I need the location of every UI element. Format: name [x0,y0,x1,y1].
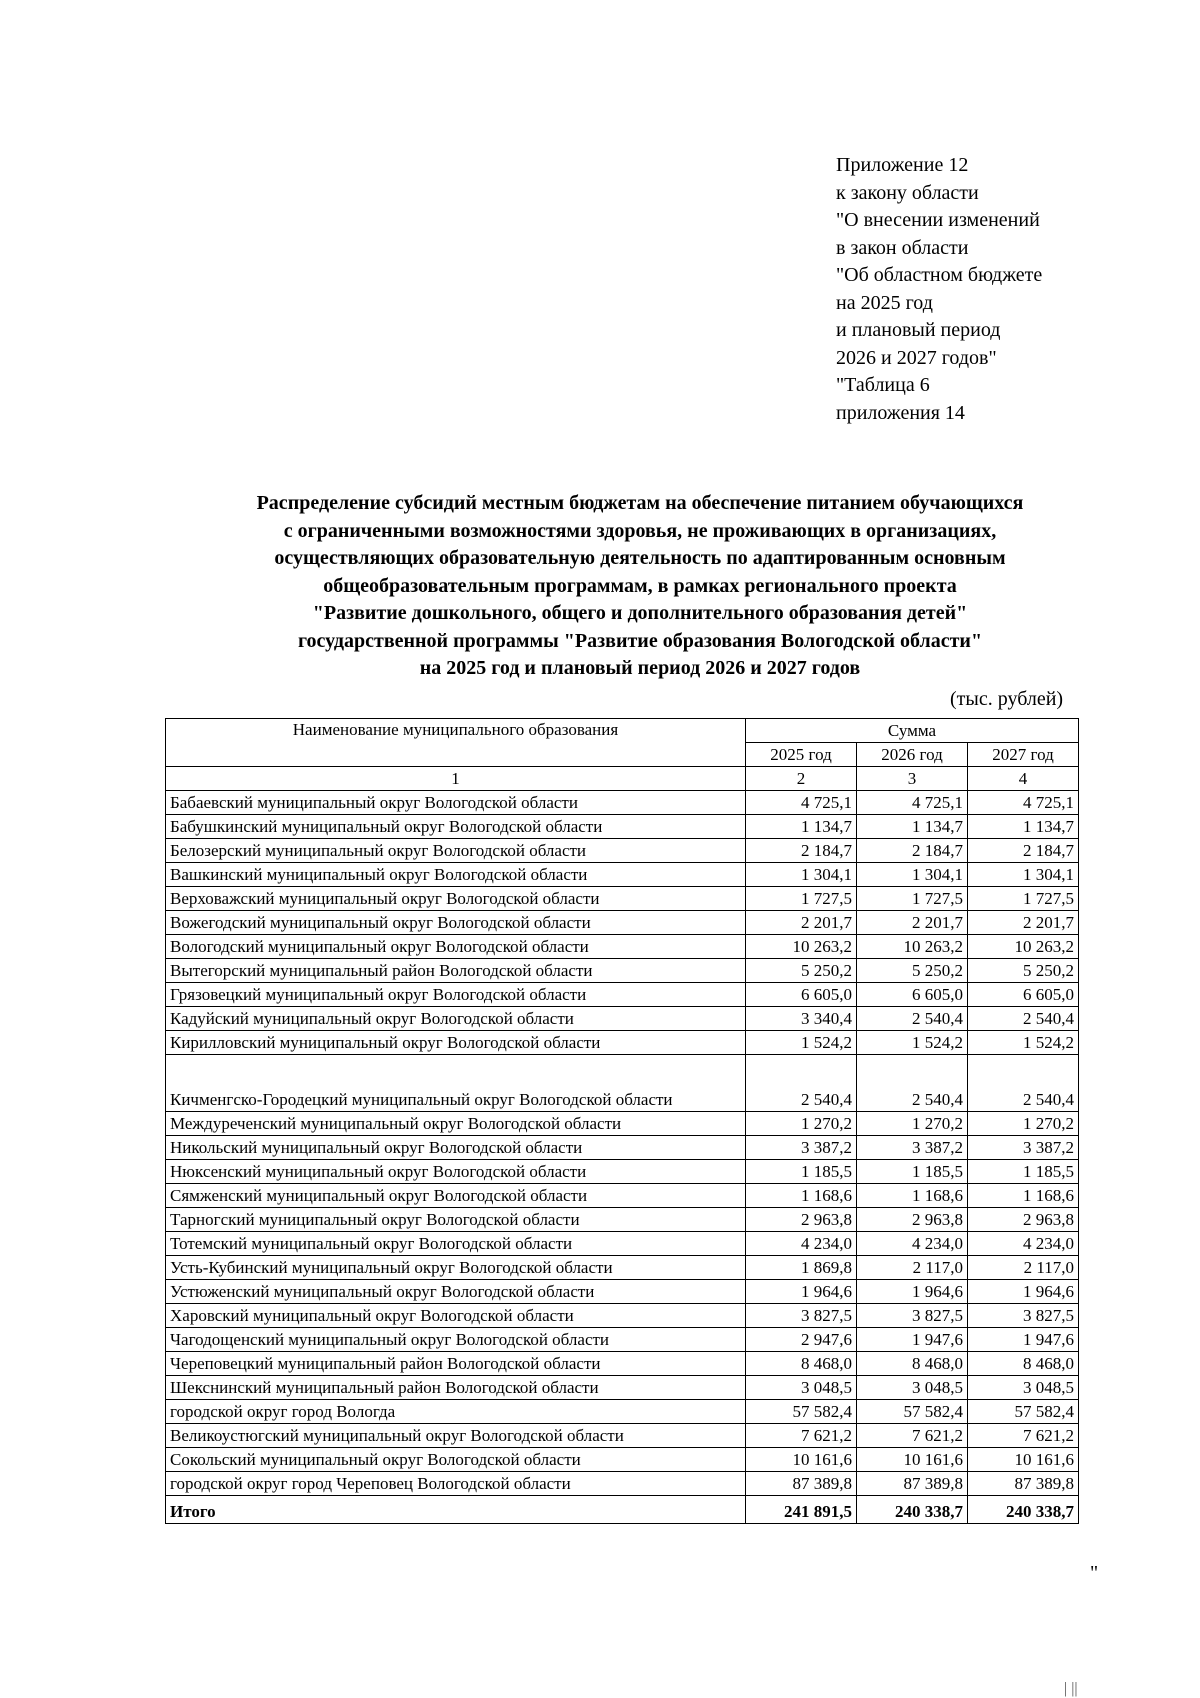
amount-2026: 57 582,4 [857,1400,968,1424]
amount-2027: 8 468,0 [968,1352,1079,1376]
amount-2026: 1 947,6 [857,1328,968,1352]
table-row [166,1112,1079,1136]
amount-2026: 2 201,7 [857,911,968,935]
table-row [166,1472,1079,1496]
municipality-name: городской округ город Вологда [166,1400,746,1424]
header-year-2027: 2027 год [968,743,1079,767]
amount-2027: 1 964,6 [968,1280,1079,1304]
municipality-name: Сокольский муниципальный округ Вологодской области [166,1448,746,1472]
units-label: (тыс. рублей) [950,688,1064,710]
amount-2027: 1 524,2 [968,1031,1079,1055]
table-row [166,863,1079,887]
amount-2026: 3 827,5 [857,1304,968,1328]
amount-2026: 2 963,8 [857,1208,968,1232]
table-row [166,1136,1079,1160]
municipality-name: Бабаевский муниципальный округ Вологодской области [166,791,746,815]
municipality-name: Шекснинский муниципальный район Вологодской области [166,1376,746,1400]
amount-2026: 1 168,6 [857,1184,968,1208]
amount-2026: 3 048,5 [857,1376,968,1400]
amount-2027: 87 389,8 [968,1472,1079,1496]
appendix-line: к закону области [836,181,979,204]
header-sum-column: Сумма [746,719,1079,743]
table-row [166,791,1079,815]
title-line: с ограниченными возможностями здоровья, не проживающих в организациях, [283,519,997,542]
amount-2027: 1 134,7 [968,815,1079,839]
amount-2026: 1 134,7 [857,815,968,839]
amount-2025: 3 827,5 [746,1304,857,1328]
amount-2026: 4 234,0 [857,1232,968,1256]
amount-2025: 241 891,5 [746,1496,857,1524]
amount-2026: 1 727,5 [857,887,968,911]
amount-2027: 1 270,2 [968,1112,1079,1136]
amount-2026: 1 524,2 [857,1031,968,1055]
amount-2027: 4 725,1 [968,791,1079,815]
table-row [166,1160,1079,1184]
table-row [166,1232,1079,1256]
municipality-name: Вологодский муниципальный округ Вологодской области [166,935,746,959]
amount-2027: 57 582,4 [968,1400,1079,1424]
amount-2025: 5 250,2 [746,959,857,983]
amount-2026: 2 540,4 [857,1055,968,1112]
municipality-name: городской округ город Череповец Вологодской области [166,1472,746,1496]
amount-2025: 1 304,1 [746,863,857,887]
amount-2025: 3 048,5 [746,1376,857,1400]
title-line: Распределение субсидий местным бюджетам на обеспечение питанием обучающихся [256,492,1024,514]
appendix-line: "Об областном бюджете [836,264,1043,286]
amount-2027: 10 263,2 [968,935,1079,959]
amount-2027: 3 048,5 [968,1376,1079,1400]
municipality-name: Чагодощенский муниципальный округ Вологодской области [166,1328,746,1352]
municipality-name: Никольский муниципальный округ Вологодской области [166,1136,746,1160]
amount-2026: 3 387,2 [857,1136,968,1160]
municipality-name: Верховажский муниципальный округ Вологодской области [166,887,746,911]
table-row [166,1304,1079,1328]
amount-2025: 1 185,5 [746,1160,857,1184]
amount-2025: 1 964,6 [746,1280,857,1304]
amount-2027: 1 727,5 [968,887,1079,911]
amount-2026: 2 117,0 [857,1256,968,1280]
amount-2025: 2 201,7 [746,911,857,935]
amount-2027: 5 250,2 [968,959,1079,983]
header-year-2026: 2026 год [857,743,968,767]
table-row [166,1352,1079,1376]
amount-2025: 1 524,2 [746,1031,857,1055]
municipality-name: Нюксенский муниципальный округ Вологодской области [166,1160,746,1184]
amount-2027: 3 827,5 [968,1304,1079,1328]
amount-2026: 10 263,2 [857,935,968,959]
municipality-name: Устюженский муниципальный округ Вологодской области [166,1280,746,1304]
table-row [166,959,1079,983]
title-line: общеобразовательным программам, в рамках регионального проекта [323,574,957,597]
title-line: "Развитие дошкольного, общего и дополнительного образования детей" [312,602,968,624]
amount-2026: 240 338,7 [857,1496,968,1524]
table-row [166,1184,1079,1208]
amount-2026: 1 185,5 [857,1160,968,1184]
table-row [166,911,1079,935]
amount-2026: 2 184,7 [857,839,968,863]
municipality-name: Вожегодский муниципальный округ Вологодской области [166,911,746,935]
amount-2025: 7 621,2 [746,1424,857,1448]
amount-2027: 2 540,4 [968,1055,1079,1112]
municipality-name: Харовский муниципальный округ Вологодской области [166,1304,746,1328]
amount-2026: 87 389,8 [857,1472,968,1496]
amount-2027: 240 338,7 [968,1496,1079,1524]
column-number-1: 1 [166,767,746,791]
municipality-name: Усть-Кубинский муниципальный округ Вологодской области [166,1256,746,1280]
municipality-name: Итого [166,1496,746,1524]
amount-2026: 2 540,4 [857,1007,968,1031]
amount-2026: 4 725,1 [857,791,968,815]
amount-2027: 1 304,1 [968,863,1079,887]
appendix-line: и плановый период [836,319,1001,341]
appendix-line: 2026 и 2027 годов" [836,346,997,369]
amount-2025: 1 134,7 [746,815,857,839]
amount-2025: 1 168,6 [746,1184,857,1208]
appendix-line: в закон области [836,236,969,259]
table-row [166,887,1079,911]
amount-2026: 10 161,6 [857,1448,968,1472]
municipality-name: Междуреченский муниципальный округ Вологодской области [166,1112,746,1136]
title-line: осуществляющих образовательную деятельность по адаптированным основным [274,547,1006,569]
table-row [166,1031,1079,1055]
amount-2027: 3 387,2 [968,1136,1079,1160]
table-row [166,935,1079,959]
document-title [140,490,1140,683]
municipality-name: Вашкинский муниципальный округ Вологодской области [166,863,746,887]
table-column-numbers-row [166,767,1079,791]
municipality-name: Тотемский муниципальный округ Вологодской области [166,1232,746,1256]
amount-2025: 1 270,2 [746,1112,857,1136]
amount-2025: 87 389,8 [746,1472,857,1496]
amount-2027: 2 117,0 [968,1256,1079,1280]
table-header-row [166,719,1079,743]
title-line: государственной программы "Развитие образования Вологодской области" [297,629,983,652]
municipality-name: Кадуйский муниципальный округ Вологодской области [166,1007,746,1031]
table-row [166,1007,1079,1031]
amount-2025: 3 340,4 [746,1007,857,1031]
header-name-column: Наименование муниципального образования [166,719,746,767]
table-row [166,1328,1079,1352]
closing-quote: " [1090,1562,1099,1584]
table-row [166,1400,1079,1424]
appendix-line: Приложение 12 [836,154,969,176]
edge-marks: | || [1064,1680,1078,1697]
municipality-name: Бабушкинский муниципальный округ Вологодской области [166,815,746,839]
amount-2025: 10 161,6 [746,1448,857,1472]
amount-2025: 57 582,4 [746,1400,857,1424]
appendix-line: "О внесении изменений [836,209,1040,231]
appendix-reference [836,152,1042,427]
amount-2027: 1 185,5 [968,1160,1079,1184]
subsidy-table [165,718,1079,1524]
amount-2025: 3 387,2 [746,1136,857,1160]
municipality-name: Белозерский муниципальный округ Вологодской области [166,839,746,863]
table-row [166,1055,1079,1112]
municipality-name: Тарногский муниципальный округ Вологодской области [166,1208,746,1232]
amount-2027: 6 605,0 [968,983,1079,1007]
amount-2026: 1 270,2 [857,1112,968,1136]
amount-2025: 4 234,0 [746,1232,857,1256]
amount-2027: 2 184,7 [968,839,1079,863]
amount-2025: 6 605,0 [746,983,857,1007]
amount-2025: 8 468,0 [746,1352,857,1376]
amount-2027: 2 540,4 [968,1007,1079,1031]
amount-2027: 10 161,6 [968,1448,1079,1472]
amount-2026: 6 605,0 [857,983,968,1007]
municipality-name: Грязовецкий муниципальный округ Вологодской области [166,983,746,1007]
amount-2025: 1 727,5 [746,887,857,911]
amount-2027: 2 963,8 [968,1208,1079,1232]
amount-2025: 10 263,2 [746,935,857,959]
amount-2026: 1 964,6 [857,1280,968,1304]
table-row [166,1424,1079,1448]
amount-2025: 1 869,8 [746,1256,857,1280]
appendix-line: на 2025 год [836,291,933,314]
title-line: на 2025 год и плановый период 2026 и 2027 годов [419,657,861,679]
amount-2027: 7 621,2 [968,1424,1079,1448]
table-row [166,1256,1079,1280]
column-number-3: 3 [857,767,968,791]
table-row [166,1280,1079,1304]
amount-2026: 7 621,2 [857,1424,968,1448]
amount-2026: 8 468,0 [857,1352,968,1376]
column-number-2: 2 [746,767,857,791]
table-row [166,815,1079,839]
amount-2027: 1 168,6 [968,1184,1079,1208]
amount-2027: 4 234,0 [968,1232,1079,1256]
municipality-name: Сямженский муниципальный округ Вологодской области [166,1184,746,1208]
amount-2025: 2 947,6 [746,1328,857,1352]
table-row [166,1376,1079,1400]
municipality-name: Кирилловский муниципальный округ Вологодской области [166,1031,746,1055]
amount-2026: 1 304,1 [857,863,968,887]
amount-2025: 2 963,8 [746,1208,857,1232]
table-row [166,1208,1079,1232]
header-year-2025: 2025 год [746,743,857,767]
amount-2027: 2 201,7 [968,911,1079,935]
municipality-name: Череповецкий муниципальный район Вологодской области [166,1352,746,1376]
total-row [166,1496,1079,1524]
column-number-4: 4 [968,767,1079,791]
municipality-name: Кичменгско-Городецкий муниципальный округ Вологодской области [166,1055,746,1112]
amount-2027: 1 947,6 [968,1328,1079,1352]
table-row [166,1448,1079,1472]
municipality-name: Великоустюгский муниципальный округ Вологодской области [166,1424,746,1448]
amount-2025: 2 184,7 [746,839,857,863]
table-row [166,983,1079,1007]
municipality-name: Вытегорский муниципальный район Вологодской области [166,959,746,983]
table-row [166,839,1079,863]
amount-2026: 5 250,2 [857,959,968,983]
amount-2025: 2 540,4 [746,1055,857,1112]
amount-2025: 4 725,1 [746,791,857,815]
appendix-line: "Таблица 6 [836,374,930,396]
appendix-line: приложения 14 [836,401,965,424]
